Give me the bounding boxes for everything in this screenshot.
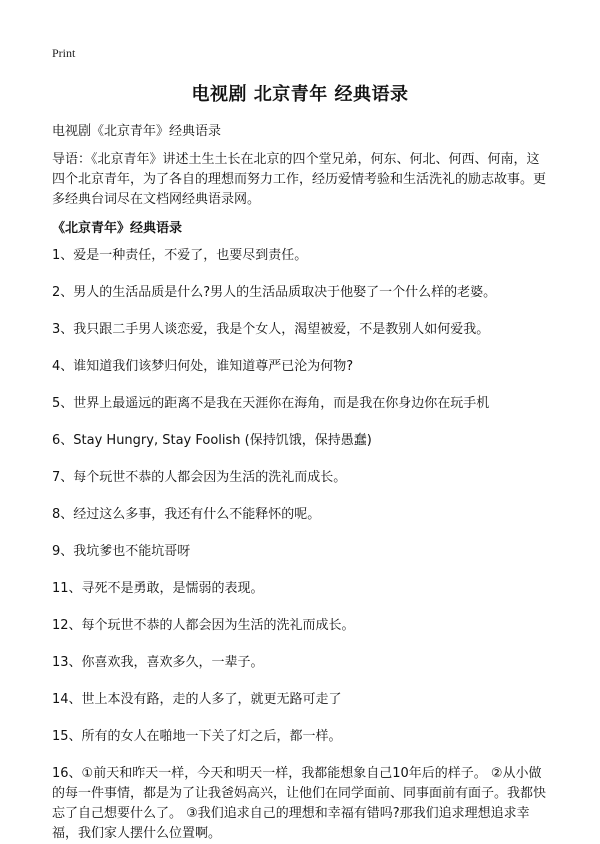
quote-item-5: 5、世界上最遥远的距离不是我在天涯你在海角，而是我在你身边你在玩手机	[52, 396, 490, 411]
quote-item-2: 2、男人的生活品质是什么?男人的生活品质取决于他娶了一个什么样的老婆。	[52, 285, 497, 300]
quote-item-16: 16、①前天和昨天一样，今天和明天一样，我都能想象自己10年后的样子。 ②从小做的每一件事情，都是为了让我爸妈高兴，让他们在同学面前、同事面前有面子。我都快忘了自己想要什么了。 ③我们追求自己的理想和幸福有错吗?那我们追求理想追求幸福，我们家人摆什么位置啊。	[52, 766, 547, 841]
quote-item-4: 4、谁知道我们该梦归何处，谁知道尊严已沦为何物?	[52, 359, 354, 374]
quote-item-12: 12、每个玩世不恭的人都会因为生活的洗礼而成长。	[52, 618, 355, 633]
quote-item-8: 8、经过这么多事，我还有什么不能释怀的呢。	[52, 507, 321, 522]
quote-list	[52, 246, 552, 844]
document-subtitle: 电视剧《北京青年》经典语录	[52, 124, 222, 139]
quote-item-3: 3、我只跟二手男人谈恋爱，我是个女人，渴望被爱，不是教别人如何爱我。	[52, 322, 490, 337]
intro-paragraph: 导语：《北京青年》讲述土生土长在北京的四个堂兄弟，何东、何北、何西、何南，这四个北京青年，为了各自的理想而努力工作，经历爱情考验和生活洗礼的励志故事。更多经典台词尽在文档网经典语录网。	[52, 152, 547, 207]
quote-item-7: 7、每个玩世不恭的人都会因为生活的洗礼而成长。	[52, 470, 347, 485]
page-title: 电视剧 北京青年 经典语录	[191, 84, 409, 105]
print-label: Print	[52, 46, 76, 60]
quote-item-14: 14、世上本没有路，走的人多了，就更无路可走了	[52, 692, 342, 707]
quote-item-9: 9、我坑爹也不能坑哥呀	[52, 544, 191, 559]
quote-item-1: 1、爱是一种责任，不爱了，也要尽到责任。	[52, 248, 308, 263]
quote-item-15: 15、所有的女人在啪地一下关了灯之后，都一样。	[52, 729, 342, 744]
quote-item-11: 11、寻死不是勇敢，是懦弱的表现。	[52, 581, 264, 596]
section-heading: 《北京青年》经典语录	[52, 221, 183, 236]
quote-item-13: 13、你喜欢我，喜欢多久，一辈子。	[52, 655, 264, 670]
quote-item-6: 6、Stay Hungry, Stay Foolish (保持饥饿，保持愚蠢)	[52, 433, 372, 448]
